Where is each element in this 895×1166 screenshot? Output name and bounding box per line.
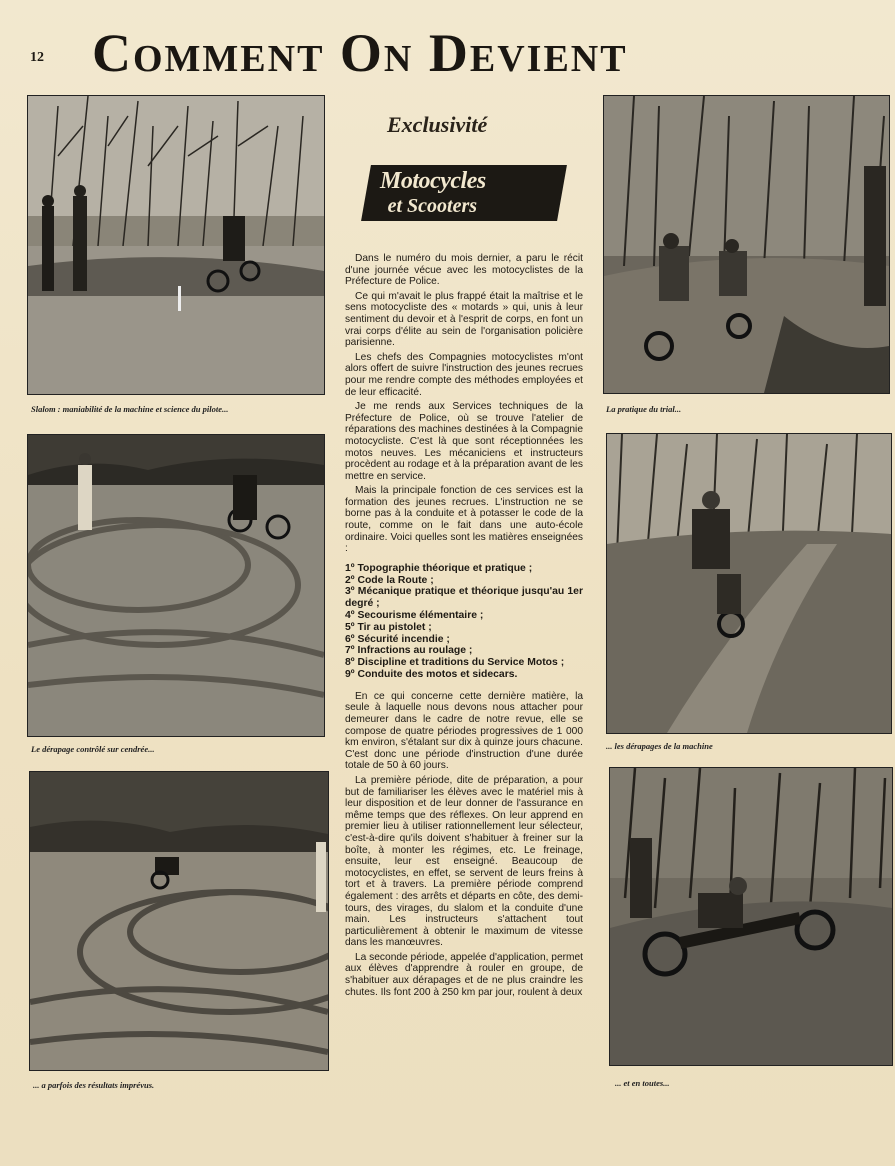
article-paragraph: Les chefs des Compagnies motocyclistes m'ont alors offert de suivre l'instruction des jeunes recrues pour me rendre compte des méthodes employées et de leur efficacité. [345, 351, 583, 398]
logo-line2: et Scooters [387, 195, 478, 217]
article-paragraph: Mais la principale fonction de ces services est la formation des jeunes recrues. L'instruction ne se borne pas à la conduite et à potasser le code de la route, comme on le fait dans une auto-école ordinaire. Voici quelles sont les matières enseignées : [345, 485, 583, 555]
exclusivite-heading: Exclusivité [387, 112, 488, 137]
caption-trial: La pratique du trial... [606, 404, 682, 414]
list-item: 2º Code la Route ; [345, 574, 434, 586]
caption-slalom: Slalom : maniabilité de la machine et science du pilote... [31, 404, 229, 414]
list-item: 7º Infractions au roulage ; [345, 645, 473, 657]
list-item: 1º Topographie théorique et pratique ; [345, 562, 533, 574]
list-item: 3º Mécanique pratique et théorique jusqu'au 1er degré ; [345, 586, 583, 610]
subjects-list [345, 563, 583, 681]
list-item: 9º Conduite des motos et sidecars. [345, 669, 518, 681]
list-item: 6º Sécurité incendie ; [345, 633, 450, 645]
article-paragraph: En ce qui concerne cette dernière matière, la seule à laquelle nous devons nous attacher pour demeurer dans le cadre de notre revue, elle se compose de quatre périodes progressives de 1 000 km environ, s'étalant sur dix à quinze jours chacune. C'est donc une période d'instruction d'une durée totale de 50 à 60 jours. [345, 690, 583, 772]
photo-derapages-machine [606, 433, 892, 734]
page-number: 12 [30, 50, 44, 65]
article-paragraph: Je me rends aux Services techniques de la Préfecture de Police, où se trouve l'atelier de réparations des machines destinées à la Compagnie motocycliste. C'est là que sont réceptionnées les motos neuves. Les mécaniciens et instructeurs procèdent au rodage et à la préparation avant de les mettre en service. [345, 401, 583, 482]
photo-slalom [27, 95, 325, 395]
caption-en-toutes: ... et en toutes... [615, 1078, 670, 1088]
article-paragraph: Ce qui m'avait le plus frappé était la maîtrise et le sens motocycliste des « motards » qui, unis à leur sentiment du devoir et à l'esprit de corps, en font un vrai corps d'élite au sein de l'organisation policière parisienne. [345, 290, 583, 349]
motocycles-scooters-logo [361, 165, 567, 221]
caption-derapage-cendree: Le dérapage contrôlé sur cendrée... [31, 744, 155, 754]
caption-derapages-machine: ... les dérapages de la machine [606, 741, 713, 751]
list-item: 4º Secourisme élémentaire ; [345, 610, 484, 622]
page-title: Comment On Devient [92, 23, 628, 83]
article-paragraph: Dans le numéro du mois dernier, a paru le récit d'une journée vécue avec les motocyclistes de la Préfecture de Police. [345, 253, 583, 288]
photo-resultats-imprevus [29, 771, 329, 1071]
list-item: 5º Tir au pistolet ; [345, 621, 432, 633]
article-paragraph: La seconde période, appelée d'application, permet aux élèves d'apprendre à rouler en groupe, de s'habituer aux dérapages et de ne plus craindre les chutes. Ils font 200 à 250 km par jour, roulent à deux [345, 951, 583, 998]
article-body [345, 253, 583, 1001]
photo-trial [603, 95, 890, 394]
list-item: 8º Discipline et traditions du Service Motos ; [345, 657, 565, 669]
article-paragraph: La première période, dite de préparation, a pour but de familiariser les élèves avec le matériel mis à leur disposition et de leur donner de l'assurance en même temps que des réflexes. On leur apprend en premier lieu à utiliser rationnellement leur sélecteur, c'est-à-dire qu'ils doivent s'habituer à freiner sur la boîte, à monter les régimes, etc. Le freinage, ensuite, leur est enseigné. Beaucoup de motocyclistes, en effet, se servent de leurs freins à tort et à travers. La première période comprend également : des arrêts et départs en côte, des demi-tours, des virages, du slalom et la conduite d'une main. Les instructeurs s'attachent tout particulièrement à obtenir le maximum de vitesse dans les manœuvres. [345, 774, 583, 949]
photo-en-toutes [609, 767, 893, 1066]
photo-derapage-cendree [27, 434, 325, 737]
caption-resultats-imprevus: ... a parfois des résultats imprévus. [33, 1080, 155, 1090]
logo-line1: Motocycles [380, 168, 486, 194]
